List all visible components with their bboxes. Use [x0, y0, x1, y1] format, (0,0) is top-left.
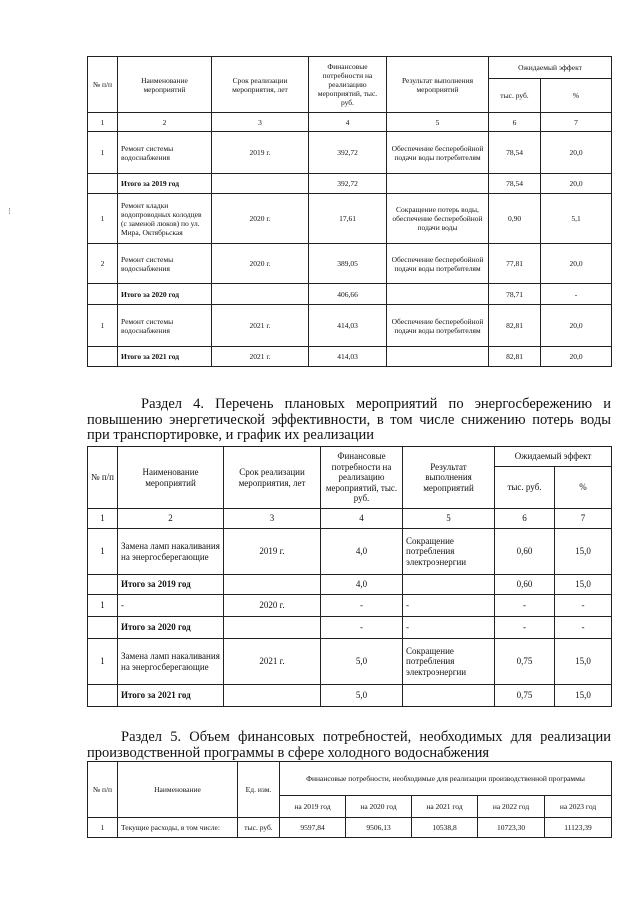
cell-num: 1: [88, 194, 118, 244]
cell-num: 2: [88, 244, 118, 284]
header-effect: Ожидаемый эффект: [495, 447, 612, 467]
colnum: 7: [555, 509, 612, 529]
header-pct: %: [541, 79, 612, 113]
cell-value: 9506,13: [346, 818, 412, 838]
cell-name: Итого за 2021 год: [118, 685, 224, 707]
table-row-total: [88, 284, 612, 305]
cell-pct: -: [555, 595, 612, 617]
cell-fin: 392,72: [309, 174, 387, 194]
cell-value: 10538,8: [412, 818, 478, 838]
cell-term: 2021 г.: [212, 347, 309, 367]
cell-rub: -: [495, 595, 555, 617]
table-row: [88, 529, 612, 575]
cell-rub: 82,81: [489, 347, 541, 367]
colnum: 2: [118, 509, 224, 529]
cell-pct: 15,0: [555, 529, 612, 575]
cell-name: Итого за 2020 год: [118, 617, 224, 639]
cell-num: [88, 575, 118, 595]
cell-result: [387, 284, 489, 305]
cell-term: 2020 г.: [212, 194, 309, 244]
cell-fin: 392,72: [309, 132, 387, 174]
cell-term: [212, 284, 309, 305]
cell-rub: 0,75: [495, 639, 555, 685]
header-year: на 2020 год: [346, 796, 412, 818]
cell-result: [403, 685, 495, 707]
cell-term: 2021 г.: [224, 639, 321, 685]
cell-result: Сокращение потребления электроэнергии: [403, 529, 495, 575]
cell-name: Ремонт системы водоснабжения: [118, 132, 212, 174]
cell-rub: 0,75: [495, 685, 555, 707]
cell-rub: 0,90: [489, 194, 541, 244]
cell-fin: 406,66: [309, 284, 387, 305]
financial-needs-table: [87, 761, 612, 838]
cell-rub: 82,81: [489, 305, 541, 347]
cell-term: [224, 685, 321, 707]
cell-pct: -: [541, 284, 612, 305]
cell-fin: 414,03: [309, 305, 387, 347]
header-num: № п/п: [88, 447, 118, 509]
cell-rub: 78,54: [489, 174, 541, 194]
cell-name: Ремонт системы водоснабжения: [118, 305, 212, 347]
header-year: на 2022 год: [478, 796, 545, 818]
cell-term: 2020 г.: [212, 244, 309, 284]
cell-num: [88, 617, 118, 639]
cell-name: Итого за 2019 год: [118, 174, 212, 194]
cell-result: Обеспечение бесперебойной подачи воды потребителям: [387, 244, 489, 284]
table-row-total: [88, 347, 612, 367]
cell-name: Замена ламп накаливания на энергосберегающие: [118, 639, 224, 685]
header-fin: Финансовые потребности, необходимые для реализации производственной программы: [280, 762, 612, 796]
table-row-total: [88, 174, 612, 194]
cell-rub: 78,54: [489, 132, 541, 174]
column-numbers-row: [88, 113, 612, 132]
table-row-total: [88, 575, 612, 595]
table-row-total: [88, 685, 612, 707]
cell-fin: -: [321, 595, 403, 617]
colnum: 4: [321, 509, 403, 529]
cell-name: Текущие расходы, в том числе:: [118, 818, 238, 838]
table-row: [88, 595, 612, 617]
colnum: 3: [212, 113, 309, 132]
header-term: Срок реализации мероприятия, лет: [212, 57, 309, 113]
cell-pct: 20,0: [541, 174, 612, 194]
header-rub: тыс. руб.: [495, 467, 555, 509]
cell-unit: тыс. руб.: [238, 818, 280, 838]
colnum: 1: [88, 113, 118, 132]
header-name: Наименование мероприятий: [118, 57, 212, 113]
cell-pct: -: [555, 617, 612, 639]
table-header-row: [88, 447, 612, 467]
table-row-total: [88, 617, 612, 639]
colnum: 2: [118, 113, 212, 132]
cell-term: [224, 617, 321, 639]
cell-pct: 15,0: [555, 685, 612, 707]
cell-name: Ремонт кладки водопроводных колодцев (с заменой люков) по ул. Мира, Октябрьская: [118, 194, 212, 244]
cell-pct: 20,0: [541, 347, 612, 367]
cell-term: 2021 г.: [212, 305, 309, 347]
cell-term: 2019 г.: [212, 132, 309, 174]
header-num: № п/п: [88, 762, 118, 818]
cell-result: [387, 174, 489, 194]
cell-term: [224, 575, 321, 595]
colnum: 1: [88, 509, 118, 529]
cell-result: -: [403, 617, 495, 639]
cell-value: 11123,39: [545, 818, 612, 838]
cell-pct: 20,0: [541, 132, 612, 174]
header-num: № п/п: [88, 57, 118, 113]
measures-table-water: [87, 56, 612, 367]
cell-rub: 0,60: [495, 575, 555, 595]
colnum: 6: [489, 113, 541, 132]
table-row: [88, 305, 612, 347]
cell-term: [212, 174, 309, 194]
colnum: 4: [309, 113, 387, 132]
colnum: 7: [541, 113, 612, 132]
cell-pct: 15,0: [555, 575, 612, 595]
cell-fin: 4,0: [321, 575, 403, 595]
header-effect: Ожидаемый эффект: [489, 57, 612, 79]
cell-num: [88, 347, 118, 367]
header-year: на 2021 год: [412, 796, 478, 818]
cell-result: Сокращение потребления электроэнергии: [403, 639, 495, 685]
cell-pct: 20,0: [541, 244, 612, 284]
cell-fin: 5,0: [321, 639, 403, 685]
cell-num: 1: [88, 529, 118, 575]
measures-table-energy: [87, 446, 612, 707]
cell-num: 1: [88, 595, 118, 617]
table-header-row: [88, 57, 612, 79]
table-row: [88, 132, 612, 174]
cell-value: 10723,30: [478, 818, 545, 838]
cell-num: 1: [88, 639, 118, 685]
header-year: на 2019 год: [280, 796, 346, 818]
cell-term: 2019 г.: [224, 529, 321, 575]
cell-pct: 5,1: [541, 194, 612, 244]
cell-rub: 78,71: [489, 284, 541, 305]
cell-rub: 0,60: [495, 529, 555, 575]
header-name: Наименование: [118, 762, 238, 818]
header-year: на 2023 год: [545, 796, 612, 818]
cell-pct: 15,0: [555, 639, 612, 685]
section-4-heading: Раздел 4. Перечень плановых мероприятий по энергосбережению и повышению энергетической эффективности, в том числе снижению потерь воды при транспортировке, и график их реализации: [87, 396, 611, 443]
cell-result: [387, 347, 489, 367]
cell-fin: 17,61: [309, 194, 387, 244]
cell-name: Итого за 2020 год: [118, 284, 212, 305]
cell-name: Итого за 2021 год: [118, 347, 212, 367]
header-result: Результат выполнения мероприятий: [387, 57, 489, 113]
cell-pct: 20,0: [541, 305, 612, 347]
margin-mark: ⁝: [8, 206, 11, 216]
cell-name: Ремонт системы водоснабжения: [118, 244, 212, 284]
table-row: [88, 639, 612, 685]
cell-name: Итого за 2019 год: [118, 575, 224, 595]
cell-rub: 77,81: [489, 244, 541, 284]
cell-result: Сокращение потерь воды, обеспечение бесперебойной подачи воды: [387, 194, 489, 244]
cell-num: [88, 284, 118, 305]
header-term: Срок реализации мероприятия, лет: [224, 447, 321, 509]
table-row: [88, 244, 612, 284]
header-pct: %: [555, 467, 612, 509]
table-row: [88, 194, 612, 244]
cell-num: [88, 174, 118, 194]
section-5-heading: Раздел 5. Объем финансовых потребностей, необходимых для реализации производственной программы в сфере холодного водоснабжения: [87, 729, 611, 761]
cell-fin: 4,0: [321, 529, 403, 575]
cell-rub: -: [495, 617, 555, 639]
cell-name: Замена ламп накаливания на энергосберегающие: [118, 529, 224, 575]
cell-fin: -: [321, 617, 403, 639]
cell-num: 1: [88, 818, 118, 838]
cell-fin: 389,05: [309, 244, 387, 284]
cell-result: -: [403, 595, 495, 617]
cell-num: 1: [88, 132, 118, 174]
cell-result: Обеспечение бесперебойной подачи воды потребителям: [387, 132, 489, 174]
cell-num: [88, 685, 118, 707]
header-fin: Финансовые потребности на реализацию мероприятий, тыс. руб.: [309, 57, 387, 113]
header-unit: Ед. изм.: [238, 762, 280, 818]
colnum: 6: [495, 509, 555, 529]
colnum: 5: [403, 509, 495, 529]
cell-num: 1: [88, 305, 118, 347]
cell-name: -: [118, 595, 224, 617]
cell-result: [403, 575, 495, 595]
cell-value: 9597,84: [280, 818, 346, 838]
header-rub: тыс. руб.: [489, 79, 541, 113]
colnum: 5: [387, 113, 489, 132]
cell-fin: 5,0: [321, 685, 403, 707]
cell-result: Обеспечение бесперебойной подачи воды потребителям: [387, 305, 489, 347]
cell-term: 2020 г.: [224, 595, 321, 617]
table-header-row: [88, 762, 612, 796]
header-result: Результат выполнения мероприятий: [403, 447, 495, 509]
cell-fin: 414,03: [309, 347, 387, 367]
header-fin: Финансовые потребности на реализацию мероприятий, тыс. руб.: [321, 447, 403, 509]
colnum: 3: [224, 509, 321, 529]
table-row: [88, 818, 612, 838]
header-name: Наименование мероприятий: [118, 447, 224, 509]
column-numbers-row: [88, 509, 612, 529]
